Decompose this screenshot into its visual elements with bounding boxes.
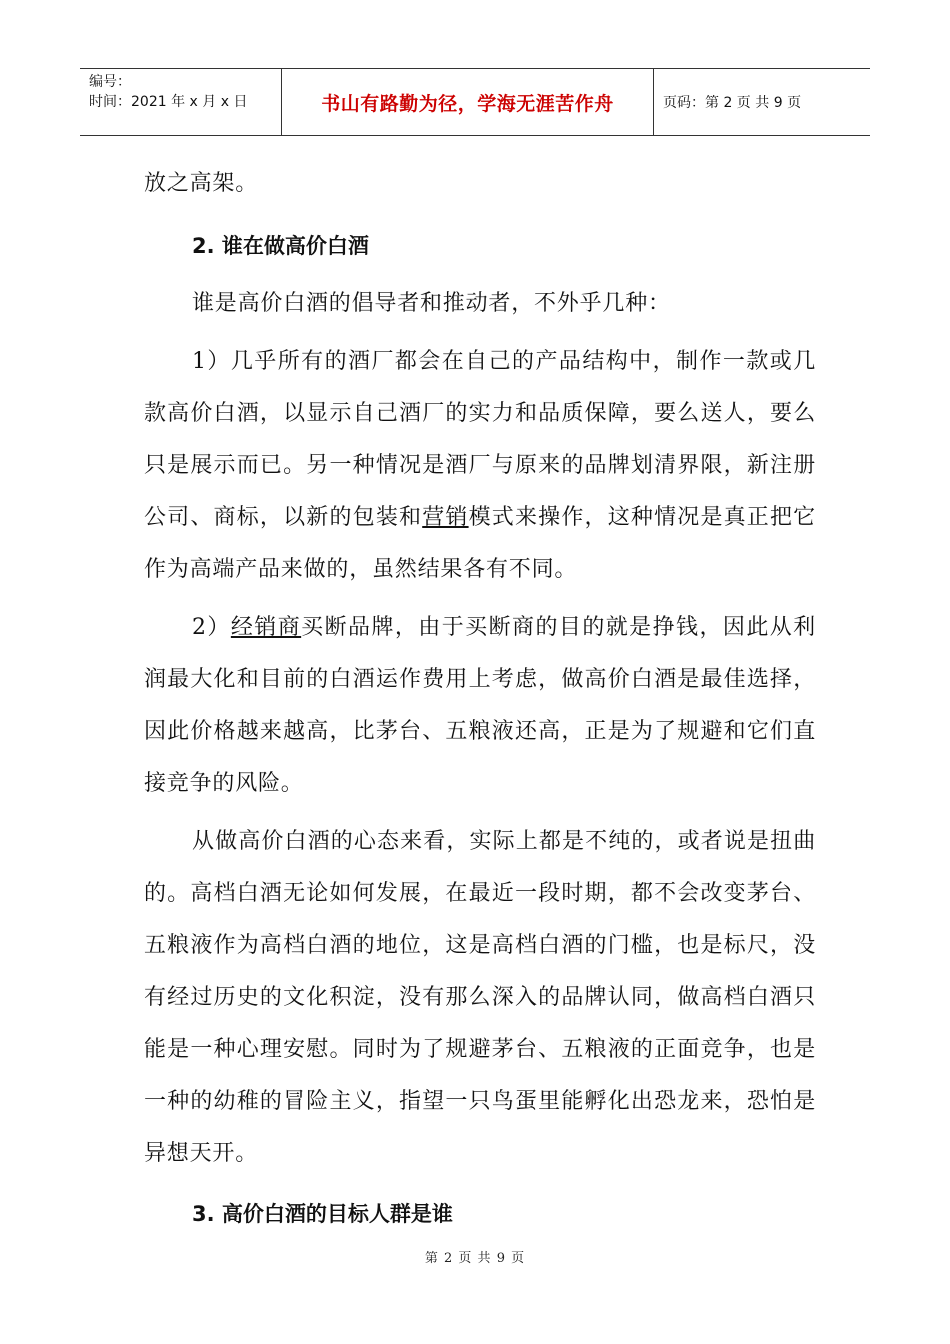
link-distributor[interactable]: 经销商 — [230, 615, 302, 640]
document-header — [80, 68, 870, 136]
page-footer: 第 2 页 共 9 页 — [424, 1251, 526, 1266]
section-heading-3: 3. 高价白酒的目标人群是谁 — [192, 1202, 453, 1226]
doc-id-label: 编号： — [89, 74, 131, 90]
paragraph-point-2-text-b: 买断品牌，由于买断商的目的就是挣钱，因此从利润最大化和目前的白酒运作费用上考虑，做高价白酒是最佳选择，因此价格越来越高，比茅台、五粮液还高，正是为了规避和它们直接竞争的风险。 — [144, 615, 816, 796]
section-heading-2: 2. 谁在做高价白酒 — [192, 234, 369, 258]
paragraph-point-1 — [144, 336, 816, 596]
paragraph-intro: 谁是高价白酒的倡导者和推动者，不外乎几种： — [192, 291, 671, 316]
paragraph-point-2-text-a: 2） — [192, 615, 231, 640]
header-motto: 书山有路勤为径，学海无涯苦作舟 — [321, 92, 614, 115]
paragraph-point-1-text-b: 模式来操作，这种情况是真正把它作为高端产品来做的，虽然结果各有不同。 — [144, 505, 816, 582]
header-meta — [80, 69, 281, 135]
header-page-cell — [654, 69, 870, 135]
header-page-info: 页码：第 2 页 共 9 页 — [663, 95, 802, 111]
paragraph-point-2 — [144, 602, 816, 810]
link-marketing[interactable]: 营销 — [422, 505, 469, 530]
paragraph-analysis: 从做高价白酒的心态来看，实际上都是不纯的，或者说是扭曲的。高档白酒无论如何发展，在最近一段时期，都不会改变茅台、五粮液作为高档白酒的地位，这是高档白酒的门槛，也是标尺，没有经过历史的文化积淀，没有那么深入的品牌认同，做高档白酒只能是一种心理安慰。同时为了规避茅台、五粮液的正面竞争，也是一种的幼稚的冒险主义，指望一只鸟蛋里能孵化出恐龙来，恐怕是异想天开。 — [144, 829, 816, 1166]
doc-date-label: 时间：2021 年 x 月 x 日 — [89, 94, 248, 110]
paragraph-point-1-text-a: 1）几乎所有的酒厂都会在自己的产品结构中，制作一款或几款高价白酒，以显示自己酒厂的实力和品质保障，要么送人，要么只是展示而已。另一种情况是酒厂与原来的品牌划清界限，新注册公司、商标，以新的包装和 — [144, 349, 816, 530]
document-body — [144, 158, 816, 1240]
paragraph-continued: 放之高架。 — [144, 171, 259, 196]
header-motto-cell — [281, 69, 654, 135]
